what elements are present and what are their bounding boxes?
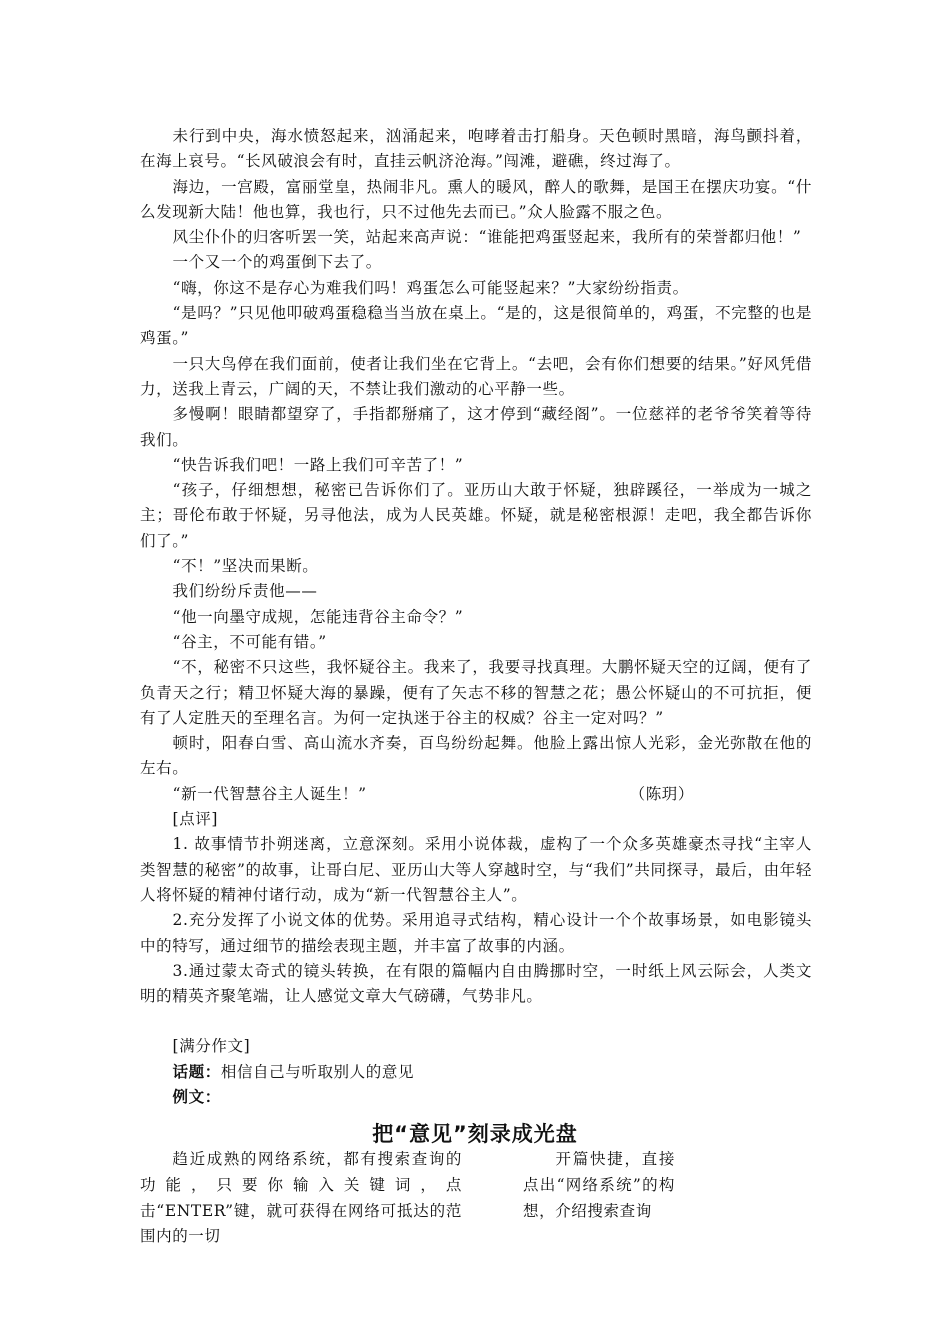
side-comment-text: 开篇快捷，直接点出“网络系统”的构想，介绍搜索查询 (523, 1150, 675, 1220)
essay-side-comment (523, 1147, 675, 1224)
story-paragraph: “不！”坚决而果断。 (172, 557, 319, 576)
story-paragraph: 我们纷纷斥责他—— (172, 582, 318, 601)
story-paragraph: 未行到中央，海水愤怒起来，汹涌起来，咆哮着击打船身。天色顿时黑暗，海鸟颤抖着，在海上哀号。“长风破浪会有时，直挂云帆济沧海。”闯滩，避礁，终过海了。 (140, 127, 812, 171)
review-item: 1. 故事情节扑朔迷离，立意深刻。采用小说体裁，虚构了一个众多英雄豪杰寻找“主宰人类智慧的秘密”的故事，让哥白尼、亚历山大等人穿越时空，与“我们”共同探寻，最后，由年轻人将怀疑的精神付诸行动，成为“新一代智慧谷主人”。 (140, 835, 812, 904)
section-gap (140, 1009, 812, 1034)
story-paragraph: 顿时，阳春白雪、高山流水齐奏，百鸟纷纷起舞。他脸上露出惊人光彩，金光弥散在他的左右。 (140, 734, 812, 778)
example-label: 例文： (172, 1087, 221, 1106)
example-line (140, 1085, 812, 1110)
story-paragraph: “是吗？”只见他叩破鸡蛋稳稳当当放在桌上。“是的，这是很简单的，鸡蛋，不完整的也是鸡蛋。” (140, 304, 812, 348)
story-ending (140, 782, 812, 807)
review-heading: [点评] (172, 810, 219, 829)
topic-text: 相信自己与听取别人的意见 (220, 1062, 415, 1081)
story-paragraph: 海边，一宫殿，富丽堂皇，热闹非凡。熏人的暖风，醉人的歌舞，是国王在摆庆功宴。“什么发现新大陆！他也算，我也行，只不过他先去而已。”众人脸露不服之色。 (140, 177, 812, 221)
topic-label: 话题： (172, 1062, 221, 1081)
essay-paragraph: 趋近成熟的网络系统，都有搜索查询的功能，只要你输入关键词，点击“ENTER”键，就可获得在网络可抵达的范围内的一切 (140, 1150, 462, 1246)
story-paragraph: “快告诉我们吧！一路上我们可辛苦了！” (172, 455, 464, 474)
review-item: 2.充分发挥了小说文体的优势。采用追寻式结构，精心设计一个个故事场景，如电影镜头中的特写，通过细节的描绘表现主题，并丰富了故事的内涵。 (140, 911, 812, 955)
story-paragraph: “嗨，你这不是存心为难我们吗！鸡蛋怎么可能竖起来？”大家纷纷指责。 (172, 278, 689, 297)
story-paragraph: 一个又一个的鸡蛋倒下去了。 (172, 253, 382, 272)
topic-line (140, 1060, 812, 1085)
essay-title: 把“意见”刻录成光盘 (372, 1122, 578, 1146)
essay-body (140, 1147, 462, 1250)
story-paragraph: 多慢啊！眼睛都望穿了，手指都掰痛了，这才停到“藏经阁”。一位慈祥的老爷爷笑着等待我们。 (140, 405, 812, 449)
story-paragraph: 一只大鸟停在我们面前，使者让我们坐在它背上。“去吧，会有你们想要的结果。”好风凭借力，送我上青云，广阔的天，不禁让我们激动的心平静一些。 (140, 354, 812, 398)
fullscore-heading: [满分作文] (172, 1037, 251, 1056)
final-line: “新一代智慧谷主人诞生！” (172, 784, 367, 803)
story-paragraph: “不，秘密不只这些，我怀疑谷主。我来了，我要寻找真理。大鹏怀疑天空的辽阔，便有了负青天之行；精卫怀疑大海的暴躁，便有了矢志不移的智慧之花；愚公怀疑山的不可抗拒，便有了人定胜天的至理名言。为何一定执迷于谷主的权威？谷主一定对吗？” (140, 658, 812, 727)
story-paragraph: “孩子，仔细想想，秘密已告诉你们了。亚历山大敢于怀疑，独辟蹊径，一举成为一城之主；哥伦布敢于怀疑，另寻他法，成为人民英雄。怀疑，就是秘密根源！走吧，我全都告诉你们了。” (140, 481, 812, 550)
story-paragraph: 风尘仆仆的归客听罢一笑，站起来高声说：“谁能把鸡蛋竖起来，我所有的荣誉都归他！” (172, 228, 802, 247)
author-name: （陈玥） (629, 784, 694, 803)
story-paragraph: “谷主，不可能有错。” (172, 632, 327, 651)
story-text (140, 124, 812, 1110)
review-item: 3.通过蒙太奇式的镜头转换，在有限的篇幅内自由腾挪时空，一时纸上风云际会，人类文明的精英齐聚笔端，让人感觉文章大气磅礴，气势非凡。 (140, 961, 812, 1006)
story-paragraph: “他一向墨守成规，怎能违背谷主命令？” (172, 607, 464, 626)
